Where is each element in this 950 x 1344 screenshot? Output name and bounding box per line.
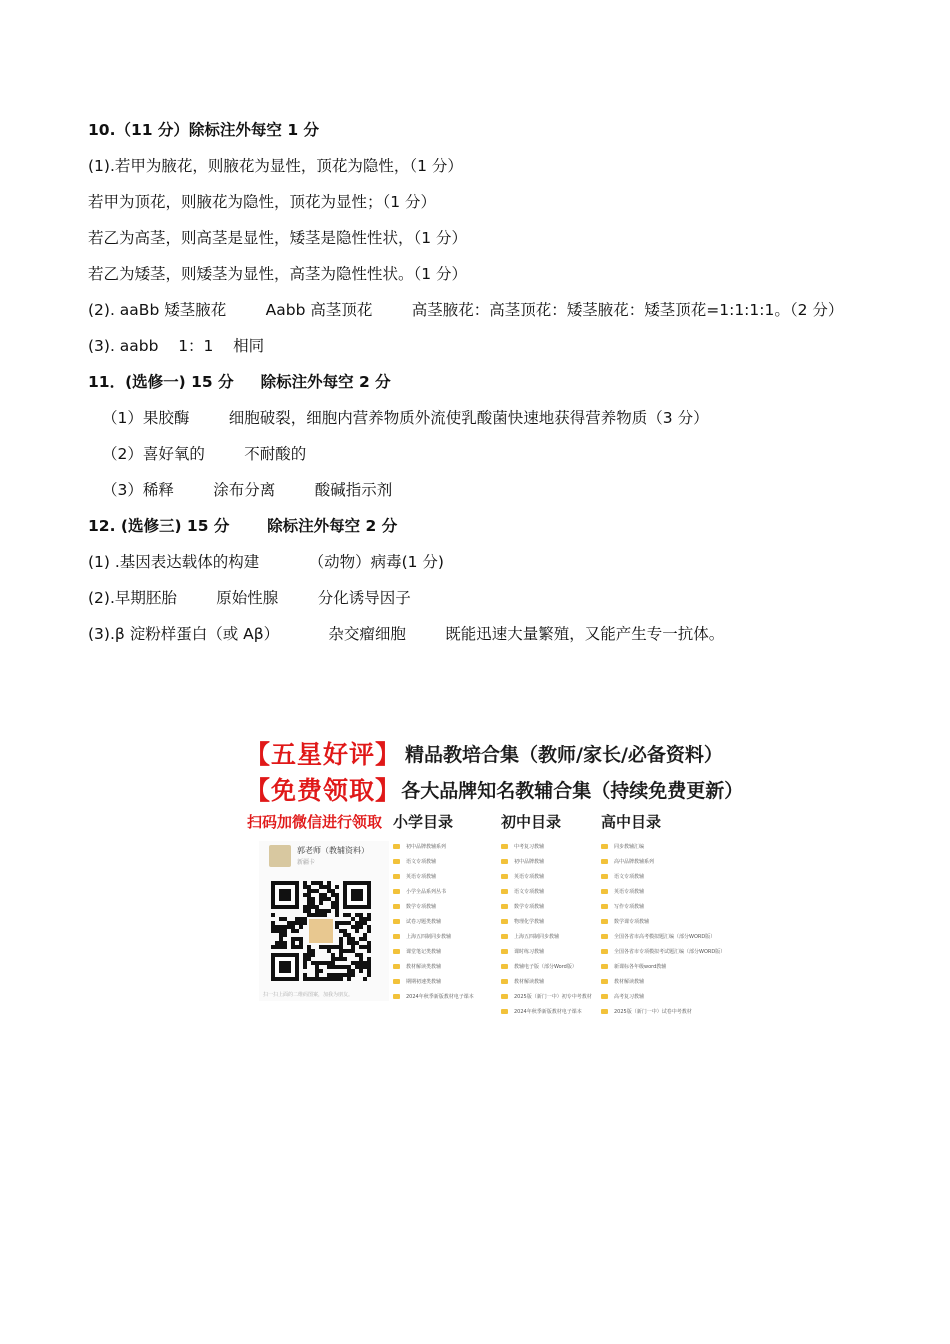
folder-icon	[501, 949, 508, 954]
folder-icon	[501, 1009, 508, 1014]
folder-item[interactable]	[393, 869, 474, 884]
folder-label: 数学专项教辅	[514, 904, 545, 910]
folder-icon	[501, 904, 508, 909]
folder-item[interactable]	[501, 929, 592, 944]
promo-banner[interactable]	[245, 735, 744, 1015]
folder-icon	[601, 874, 608, 879]
folder-item[interactable]	[501, 884, 592, 899]
folder-label: 语文专项教辅	[406, 859, 437, 865]
folder-item[interactable]	[393, 839, 474, 854]
folder-label: 物理化学教辅	[514, 919, 545, 925]
folder-label: 课时练习教辅	[514, 949, 545, 955]
folder-icon	[601, 844, 608, 849]
junior-folder-list	[501, 839, 592, 1019]
folder-icon	[501, 994, 508, 999]
folder-icon	[393, 949, 400, 954]
answer-line: (2). aaBb 矮茎腋花 Aabb 高茎顶花 高茎腋花：高茎顶花：矮茎腋花：矮茎顶花=1:1:1:1。（2 分）	[88, 301, 844, 319]
folder-label: 2025版（新门一中）初专中考教材	[514, 994, 592, 1000]
answer-line: (1) .基因表达载体的构建 （动物）病毒(1 分)	[88, 553, 444, 571]
folder-item[interactable]	[601, 854, 725, 869]
folder-item[interactable]	[501, 914, 592, 929]
folder-icon	[393, 979, 400, 984]
folder-item[interactable]	[601, 899, 725, 914]
folder-icon	[501, 919, 508, 924]
folder-item[interactable]	[393, 899, 474, 914]
folder-label: 语文专项教辅	[614, 874, 645, 880]
folder-icon	[601, 979, 608, 984]
folder-icon	[393, 859, 400, 864]
wechat-hint: 扫一扫上面的二维码图案，加我为朋友。	[263, 992, 354, 998]
folder-label: 全国各省市高考模拟题汇编（部分WORD版）	[614, 934, 716, 940]
folder-item[interactable]	[393, 989, 474, 1004]
promo-text-1: 精品教培合集（教师/家长/必备资料）	[405, 743, 723, 766]
folder-item[interactable]	[393, 914, 474, 929]
folder-label: 数学课专项教辅	[614, 919, 650, 925]
avatar	[269, 845, 291, 867]
folder-label: 教材解读类教辅	[406, 964, 442, 970]
folder-item[interactable]	[501, 944, 592, 959]
folder-item[interactable]	[601, 959, 725, 974]
folder-label: 高中品牌教辅系列	[614, 859, 655, 865]
folder-icon	[601, 949, 608, 954]
folder-label: 初中品牌教辅系列	[406, 844, 447, 850]
folder-icon	[393, 994, 400, 999]
folder-label: 教辅电子版（部分Word版）	[514, 964, 577, 970]
wechat-card[interactable]	[259, 841, 389, 1001]
folder-label: 高考复习教辅	[614, 994, 645, 1000]
answer-line: （3）稀释 涂布分离 酸碱指示剂	[102, 481, 393, 499]
folder-item[interactable]	[501, 1004, 592, 1019]
folder-icon	[501, 844, 508, 849]
folder-label: 同步教辅汇编	[614, 844, 645, 850]
folder-item[interactable]	[601, 929, 725, 944]
answer-line: (1).若甲为腋花，则腋花为显性，顶花为隐性，（1 分）	[88, 157, 463, 175]
folder-label: 试卷习题类教辅	[406, 919, 442, 925]
answer-line: （1）果胶酶 细胞破裂，细胞内营养物质外流使乳酸菌快速地获得营养物质（3 分）	[102, 409, 709, 427]
senior-catalog-title: 高中目录	[601, 813, 662, 831]
promo-text-2: 各大品牌知名教辅合集（持续免费更新）	[401, 779, 744, 802]
folder-label: 上海五四制同步教辅	[406, 934, 452, 940]
folder-item[interactable]	[393, 944, 474, 959]
folder-label: 英语专项教辅	[514, 874, 545, 880]
folder-item[interactable]	[601, 1004, 725, 1019]
folder-icon	[601, 994, 608, 999]
qr-code-icon[interactable]	[271, 881, 371, 981]
folder-icon	[393, 904, 400, 909]
folder-label: 数学专项教辅	[406, 904, 437, 910]
folder-label: 2024年秋季新版教材电子课本	[514, 1009, 582, 1015]
folder-item[interactable]	[501, 869, 592, 884]
wechat-name: 郭老师（教辅资料）	[297, 846, 369, 855]
promo-row-1	[245, 735, 735, 771]
folder-icon	[393, 889, 400, 894]
folder-icon	[501, 874, 508, 879]
answer-line: (2).早期胚胎 原始性腺 分化诱导因子	[88, 589, 411, 607]
folder-item[interactable]	[601, 839, 725, 854]
folder-label: 课堂笔记类教辅	[406, 949, 442, 955]
folder-item[interactable]	[501, 974, 592, 989]
folder-label: 中考复习教辅	[514, 844, 545, 850]
folder-icon	[601, 904, 608, 909]
folder-label: 英语专项教辅	[614, 889, 645, 895]
answer-line: 12. (选修三) 15 分 除标注外每空 2 分	[88, 517, 398, 535]
promo-tag-2: 【免费领取】	[245, 776, 402, 805]
folder-item[interactable]	[393, 974, 474, 989]
folder-icon	[601, 934, 608, 939]
folder-icon	[393, 919, 400, 924]
folder-label: 全国各省市专项模拟考试题汇编（部分WORD版）	[614, 949, 726, 955]
promo-tag-1: 【五星好评】	[245, 740, 402, 769]
folder-icon	[501, 934, 508, 939]
folder-label: 2025版（新门一中）试卷中考教材	[614, 1009, 692, 1015]
folder-label: 教材解读教辅	[514, 979, 545, 985]
promo-row-2	[245, 771, 744, 807]
folder-icon	[501, 889, 508, 894]
folder-item[interactable]	[601, 974, 725, 989]
answer-line: 若甲为顶花，则腋花为隐性，顶花为显性；（1 分）	[88, 193, 437, 211]
folder-icon	[601, 964, 608, 969]
answer-line: 11．(选修一) 15 分 除标注外每空 2 分	[88, 373, 391, 391]
folder-item[interactable]	[501, 959, 592, 974]
answer-line: 10.（11 分）除标注外每空 1 分	[88, 121, 320, 139]
folder-item[interactable]	[393, 959, 474, 974]
folder-label: 小学全品系列丛书	[406, 889, 447, 895]
folder-icon	[501, 964, 508, 969]
folder-label: 初中品牌教辅	[514, 859, 545, 865]
folder-item[interactable]	[601, 989, 725, 1004]
folder-icon	[501, 979, 508, 984]
folder-label: 语文专项教辅	[514, 889, 545, 895]
folder-icon	[601, 889, 608, 894]
wechat-region: 新疆卡	[297, 859, 316, 866]
folder-label: 上海五四制同步教辅	[514, 934, 560, 940]
primary-folder-list	[393, 839, 474, 1004]
folder-item[interactable]	[601, 914, 725, 929]
answer-line: 若乙为高茎，则高茎是显性，矮茎是隐性性状，（1 分）	[88, 229, 468, 247]
folder-item[interactable]	[501, 899, 592, 914]
folder-item[interactable]	[501, 839, 592, 854]
folder-item[interactable]	[601, 944, 725, 959]
folder-icon	[393, 964, 400, 969]
junior-catalog-title: 初中目录	[501, 813, 562, 831]
answer-line: (3).β 淀粉样蛋白（或 Aβ） 杂交瘤细胞 既能迅速大量繁殖，又能产生专一抗体。	[88, 625, 725, 643]
primary-catalog-title: 小学目录	[393, 813, 454, 831]
folder-label: 教材解读教辅	[614, 979, 645, 985]
promo-body	[245, 811, 735, 1015]
folder-label: 期期初速类教辅	[406, 979, 442, 985]
folder-item[interactable]	[601, 884, 725, 899]
folder-icon	[393, 844, 400, 849]
folder-icon	[601, 919, 608, 924]
folder-icon	[393, 934, 400, 939]
folder-item[interactable]	[393, 929, 474, 944]
answer-line: 若乙为矮茎，则矮茎为显性，高茎为隐性性状。（1 分）	[88, 265, 468, 283]
folder-item[interactable]	[601, 869, 725, 884]
folder-label: 2024年秋季新版教材电子课本	[406, 994, 474, 1000]
folder-label: 新课标各年级word教辅	[614, 964, 667, 970]
folder-label: 写作专项教辅	[614, 904, 645, 910]
senior-folder-list	[601, 839, 725, 1019]
answer-line: (3). aabb 1：1 相同	[88, 337, 265, 355]
answer-document	[88, 112, 888, 652]
folder-item[interactable]	[393, 884, 474, 899]
folder-item[interactable]	[393, 854, 474, 869]
folder-item[interactable]	[501, 854, 592, 869]
folder-icon	[393, 874, 400, 879]
answer-line: （2）喜好氧的 不耐酸的	[102, 445, 307, 463]
folder-label: 英语专项教辅	[406, 874, 437, 880]
folder-icon	[601, 859, 608, 864]
folder-icon	[601, 1009, 608, 1014]
folder-icon	[501, 859, 508, 864]
folder-item[interactable]	[501, 989, 592, 1004]
scan-title: 扫码加微信进行领取	[247, 813, 383, 831]
